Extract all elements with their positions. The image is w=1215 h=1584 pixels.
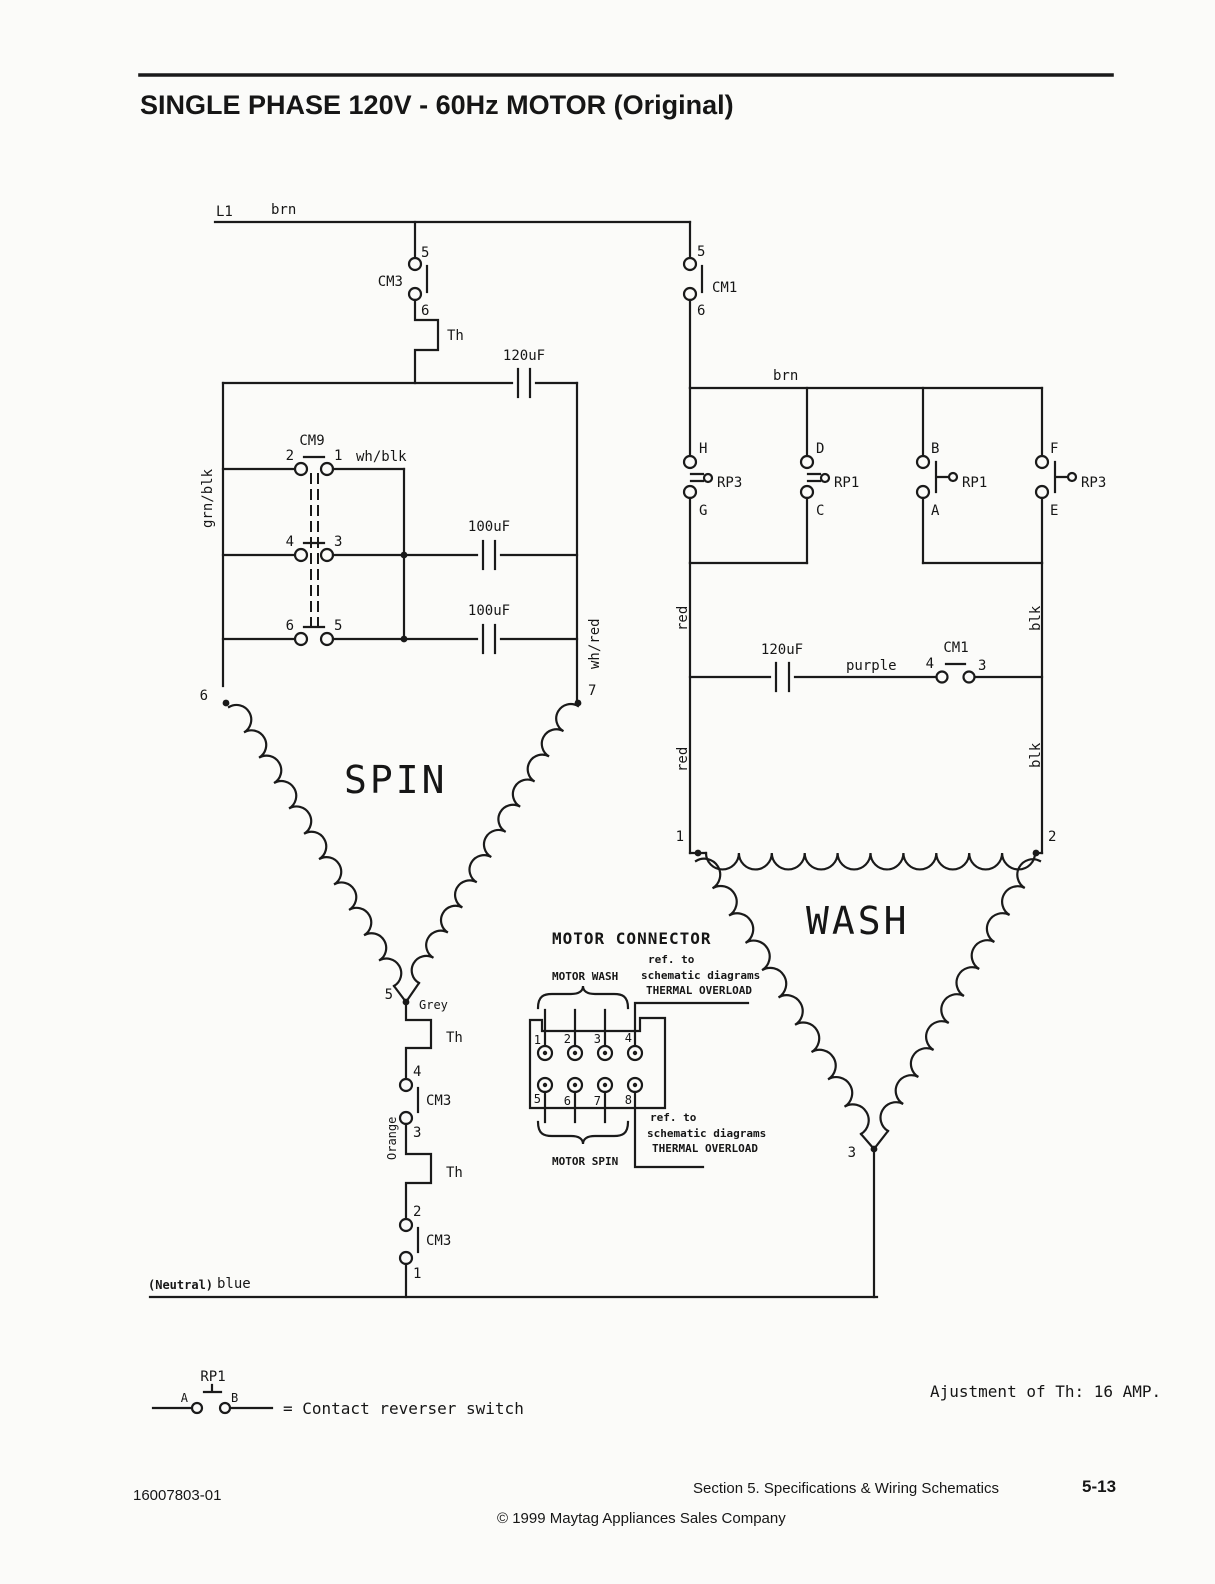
- wh-red-wire-label: wh/red: [587, 618, 603, 669]
- cm9-contact-2: [295, 463, 307, 475]
- switch-label: RP3: [1081, 475, 1107, 491]
- pin-number: 8: [624, 1093, 632, 1107]
- motor-wash-group-label: MOTOR WASH: [552, 970, 619, 983]
- actuator-knob: [821, 474, 829, 482]
- note-top-line2: schematic diagrams: [641, 969, 761, 982]
- contact-g: [684, 486, 696, 498]
- cm3-top-switch: [378, 222, 464, 383]
- contact-h: [684, 456, 696, 468]
- wire: [690, 498, 1042, 563]
- cm3-mid-contact-3: [400, 1112, 412, 1124]
- pin-label: H: [699, 441, 708, 457]
- pin-number: 1: [533, 1033, 541, 1047]
- cap-100b-label: 100uF: [467, 603, 511, 619]
- switch-label: RP3: [717, 475, 743, 491]
- pin-3-core: [603, 1051, 607, 1055]
- l1-label: L1: [216, 204, 233, 220]
- pin-label: E: [1050, 503, 1059, 519]
- pin-label: D: [816, 441, 825, 457]
- grn-blk-wire-label: grn/blk: [200, 468, 216, 528]
- pin-1-core: [543, 1051, 547, 1055]
- connector-title: MOTOR CONNECTOR: [552, 929, 712, 948]
- terminal-label: 6: [199, 688, 208, 704]
- cm9-contact-6: [295, 633, 307, 645]
- pin-label: 3: [413, 1125, 422, 1141]
- actuator-knob: [949, 473, 957, 481]
- neutral-label: (Neutral): [148, 1278, 214, 1292]
- pin-label: 1: [413, 1266, 422, 1282]
- pin-label: G: [699, 503, 708, 519]
- pin-label: 6: [697, 303, 706, 319]
- note-bottom-line3: THERMAL OVERLOAD: [652, 1142, 758, 1155]
- pin-number: 3: [593, 1032, 601, 1046]
- pin-5-core: [543, 1083, 547, 1087]
- wash-feed-wires: [675, 498, 1044, 853]
- wash-winding: [676, 829, 1057, 1297]
- cm1-contact-4: [937, 672, 948, 683]
- pin-number: 6: [563, 1094, 571, 1108]
- actuator: [808, 474, 820, 481]
- motor-spin-group-label: MOTOR SPIN: [552, 1155, 619, 1168]
- pin-number: 7: [593, 1094, 601, 1108]
- switch-label: RP1: [962, 475, 988, 491]
- note-bottom-line1: ref. to: [650, 1111, 697, 1124]
- rp-switch-f-e: [1036, 441, 1106, 519]
- grey-wire-label: Grey: [419, 998, 448, 1012]
- blk-wire-label: blk: [1028, 605, 1044, 631]
- pin-label: 3: [978, 658, 987, 674]
- cap-120-label: 120uF: [502, 348, 546, 364]
- pin-label: F: [1050, 441, 1059, 457]
- pin-label: A: [931, 503, 940, 519]
- pin-label: 5: [334, 618, 343, 634]
- legend-text: = Contact reverser switch: [283, 1399, 524, 1418]
- terminal-label: 2: [1048, 829, 1057, 845]
- terminal-label: 7: [588, 683, 597, 699]
- contact-f: [1036, 456, 1048, 468]
- brace-top: [538, 986, 628, 1008]
- cm9-contact-1: [321, 463, 333, 475]
- pin-4-core: [633, 1051, 637, 1055]
- cap-120-label: 120uF: [760, 642, 804, 658]
- pin-label: B: [931, 441, 940, 457]
- pin-label: 6: [285, 618, 294, 634]
- rp-switch-d-c: [801, 441, 859, 519]
- legend-pin-b: B: [231, 1391, 239, 1405]
- cm9-contact-5: [321, 633, 333, 645]
- switch-label: CM1: [943, 640, 969, 656]
- contact-b: [917, 456, 929, 468]
- brn-bus: [690, 368, 1042, 456]
- spin-coil-left: [229, 705, 401, 986]
- start-branch: [690, 640, 1042, 691]
- cm3-mid-contact-4: [400, 1079, 412, 1091]
- thermal-label: Th: [446, 1165, 463, 1181]
- actuator: [691, 474, 703, 481]
- adjustment-note: Ajustment of Th: 16 AMP.: [930, 1382, 1162, 1401]
- switch-label: CM3: [377, 274, 403, 290]
- pin-label: 4: [285, 534, 294, 550]
- pin-label: 4: [413, 1064, 422, 1080]
- note-top-line1: ref. to: [648, 953, 695, 966]
- pin-6-core: [573, 1083, 577, 1087]
- contact-5: [409, 258, 421, 270]
- switch-label: CM3: [426, 1093, 452, 1109]
- legend-contact-reverser: [153, 1369, 524, 1418]
- neutral-wire-color-label: blue: [217, 1276, 251, 1292]
- doc-number: 16007803-01: [133, 1487, 222, 1504]
- terminal-6-dot: [223, 700, 230, 707]
- pin4-overload-wire: [635, 1003, 748, 1046]
- actuator: [1055, 462, 1067, 492]
- motor-connector: [530, 929, 766, 1168]
- switch-label: RP1: [834, 475, 860, 491]
- pin-label: 2: [285, 448, 294, 464]
- neutral-rail: [148, 1276, 877, 1297]
- pin-7-core: [603, 1083, 607, 1087]
- cm3-bot-contact-2: [400, 1219, 412, 1231]
- rp-switch-h-g: [684, 441, 742, 519]
- spin-return-chain: [385, 1002, 463, 1297]
- legend-pin-a: A: [180, 1391, 188, 1405]
- red-wire-label: red: [675, 605, 691, 631]
- brace-bottom: [538, 1122, 628, 1144]
- brn-bus-label: brn: [773, 368, 799, 384]
- pin-label: 5: [697, 244, 706, 260]
- legend-contact: [192, 1403, 202, 1413]
- legend-contact: [220, 1403, 230, 1413]
- branch-drop: [690, 388, 1042, 456]
- purple-wire-label: purple: [846, 658, 897, 674]
- blk-wire-label: blk: [1028, 742, 1044, 768]
- pin-label: 6: [421, 303, 430, 319]
- terminal-label: 1: [675, 829, 684, 845]
- actuator-knob: [1068, 473, 1076, 481]
- l1-wire-color-label: brn: [271, 202, 297, 218]
- copyright: © 1999 Maytag Appliances Sales Company: [497, 1510, 786, 1527]
- cap-120-plate: [776, 663, 789, 691]
- thermal-label: Th: [446, 1030, 463, 1046]
- switch-label: CM3: [426, 1233, 452, 1249]
- wh-blk-wire-label: wh/blk: [356, 449, 407, 465]
- contact-d: [801, 456, 813, 468]
- cm9-contact-4: [295, 549, 307, 561]
- thermal-label: Th: [447, 328, 464, 344]
- rp-switch-b-a: [917, 441, 987, 519]
- cm1-contact-3: [964, 672, 975, 683]
- footer: [133, 1477, 1116, 1527]
- contact-a: [917, 486, 929, 498]
- contact-e: [1036, 486, 1048, 498]
- spin-network-box: [200, 348, 603, 701]
- pin-label: 4: [925, 656, 934, 672]
- legend-bar: [204, 1385, 221, 1392]
- contact-6: [409, 288, 421, 300]
- pin-label: 3: [334, 534, 343, 550]
- pin-label: 5: [421, 245, 430, 261]
- terminal-label: 3: [847, 1145, 856, 1161]
- red-wire-label: red: [675, 746, 691, 772]
- cm3-bot-contact-1: [400, 1252, 412, 1264]
- switch-label: CM1: [712, 280, 738, 296]
- spin-winding: [200, 683, 597, 1012]
- cap-100a-label: 100uF: [467, 519, 511, 535]
- pin-label: 2: [413, 1204, 422, 1220]
- cm1-top-switch: [684, 222, 737, 388]
- page-number: 5-13: [1082, 1477, 1117, 1496]
- cm9-contact-3: [321, 549, 333, 561]
- legend-switch-label: RP1: [200, 1369, 226, 1385]
- pin-label: 1: [334, 448, 343, 464]
- orange-wire-label: Orange: [385, 1116, 399, 1160]
- terminal-label: 5: [384, 987, 393, 1003]
- wash-coil-top: [706, 853, 1035, 869]
- pin-number: 2: [563, 1032, 571, 1046]
- contact-6: [684, 288, 696, 300]
- pin-number: 5: [533, 1092, 541, 1106]
- cm9-label: CM9: [299, 433, 325, 449]
- actuator-knob: [704, 474, 712, 482]
- section-label: Section 5. Specifications & Wiring Schematics: [693, 1480, 999, 1497]
- pin-number: 4: [624, 1031, 632, 1045]
- pin-8-core: [633, 1083, 637, 1087]
- contact-5: [684, 258, 696, 270]
- pin-2-core: [573, 1051, 577, 1055]
- page-title: SINGLE PHASE 120V - 60Hz MOTOR (Original): [140, 90, 734, 120]
- pin-label: C: [816, 503, 825, 519]
- spin-winding-name: SPIN: [344, 758, 448, 802]
- wash-winding-name: WASH: [806, 899, 910, 943]
- note-top-line3: THERMAL OVERLOAD: [646, 984, 752, 997]
- contact-c: [801, 486, 813, 498]
- l1-rail: [215, 202, 690, 222]
- note-bottom-line2: schematic diagrams: [647, 1127, 767, 1140]
- actuator: [936, 462, 948, 492]
